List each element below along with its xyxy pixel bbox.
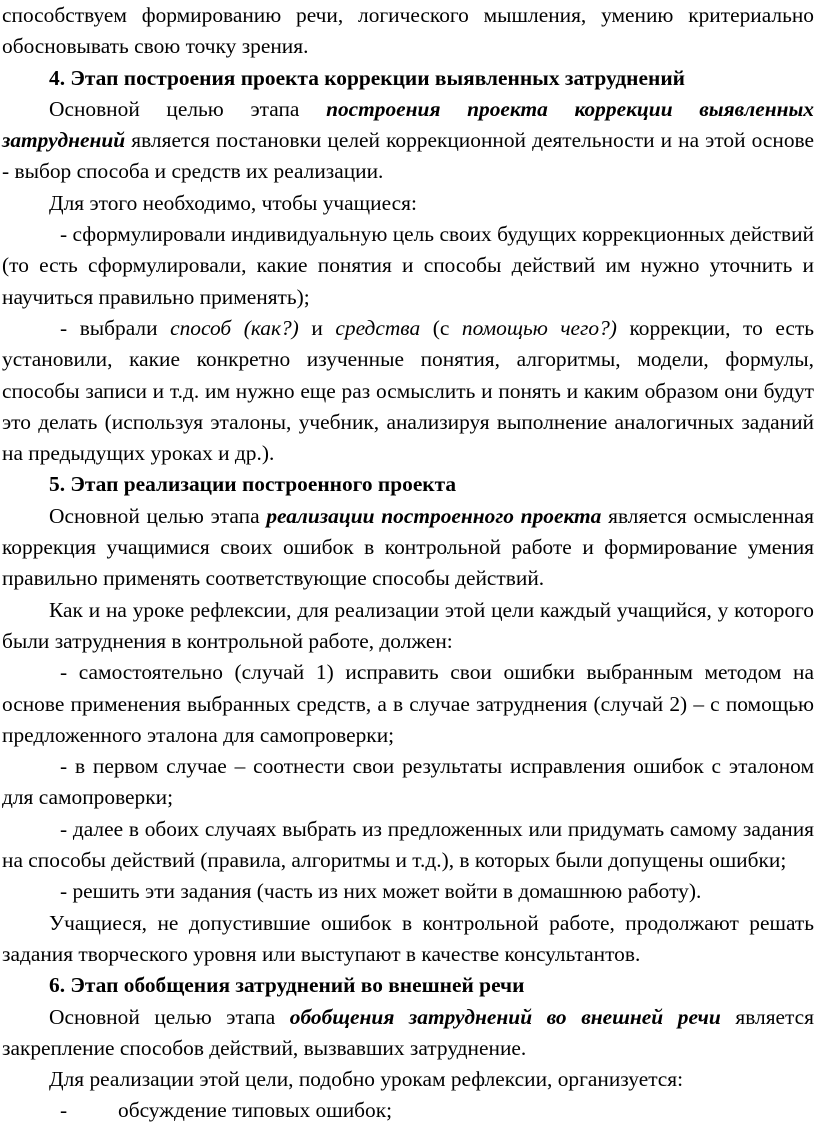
text: является осмысленная коррекция учащимися своих ошибок в контрольной работе и формирование умения правильно применять соответствующие способы действий. [2, 503, 814, 591]
text: коррекции, то есть установили, какие конкретно изученные понятия, алгоритмы, модели, формулы, способы записи и т.д. им нужно еще раз осмыслить и понять и каким образом они будут это делать (используя эталоны, учебник, анализируя выполнение аналогичных заданий на предыдущих уроках и др.). [2, 315, 814, 466]
paragraph-stage-5-goal [2, 501, 814, 595]
emphasis: реализации построенного проекта [266, 503, 602, 528]
text: является постановки целей коррекционной деятельности и на этой основе - выбор способа и средств их реализации. [2, 128, 814, 184]
text: Основной целью этапа [49, 96, 327, 121]
emphasis: обобщения затруднений во внешней речи [289, 1004, 721, 1029]
paragraph-stage-6-goal [2, 1002, 814, 1065]
list-item [2, 1095, 814, 1126]
text: является закрепление способов действий, вызвавших затруднение. [2, 1004, 814, 1060]
list-item: - сформулировали индивидуальную цель своих будущих коррекционных действий (то есть сформулировали, какие понятия и способы действий им нужно уточнить и научиться правильно применять); [2, 222, 814, 309]
text: Основной целью этапа [49, 1004, 290, 1029]
paragraph-continuation: способствуем формированию речи, логического мышления, умению критериально обосновывать свою точку зрения. [2, 3, 814, 59]
list-item: - самостоятельно (случай 1) исправить свои ошибки выбранным методом на основе применения выбранных средств, а в случае затруднения (случай 2) – с помощью предложенного эталона для самопроверки; [2, 660, 814, 747]
list-item: - решить эти задания (часть из них может войти в домашнюю работу). [60, 879, 702, 904]
list-item [2, 313, 814, 469]
paragraph-no-errors: Учащиеся, не допустившие ошибок в контрольной работе, продолжают решать задания творческого уровня или выступают в качестве консультантов. [2, 910, 814, 966]
text: и [298, 315, 336, 340]
emphasis: построения проекта коррекции выявленных затруднений [2, 96, 814, 153]
paragraph-requirement: Для этого необходимо, чтобы учащиеся: [49, 190, 417, 215]
paragraph-organization: Для реализации этой цели, подобно урокам рефлексии, организуется: [49, 1067, 684, 1092]
list-item: - далее в обоих случаях выбрать из предложенных или придумать самому задания на способы действий (правила, алгоритмы и т.д.), в которых были допущены ошибки; [2, 816, 814, 873]
heading-stage-6: 6. Этап обобщения затруднений во внешней речи [49, 973, 525, 998]
text: (с [420, 315, 462, 340]
list-dash: - [60, 1098, 68, 1123]
emphasis: помощью чего?) [461, 315, 617, 340]
paragraph-stage-4-goal [2, 94, 814, 188]
paragraph-reflection: Как и на уроке рефлексии, для реализации этой цели каждый учащийся, у которого были затруднения в контрольной работе, должен: [2, 597, 814, 653]
text: обсуждение типовых ошибок; [118, 1098, 393, 1123]
emphasis: средства [335, 315, 421, 340]
heading-stage-4: 4. Этап построения проекта коррекции выявленных затруднений [49, 65, 685, 90]
emphasis: способ (как?) [170, 315, 299, 340]
text: Основной целью этапа [49, 503, 267, 528]
heading-stage-5: 5. Этап реализации построенного проекта [49, 472, 457, 497]
text: - выбрали [60, 315, 171, 340]
list-item: - в первом случае – соотнести свои результаты исправления ошибок с эталоном для самопроверки; [2, 754, 814, 810]
